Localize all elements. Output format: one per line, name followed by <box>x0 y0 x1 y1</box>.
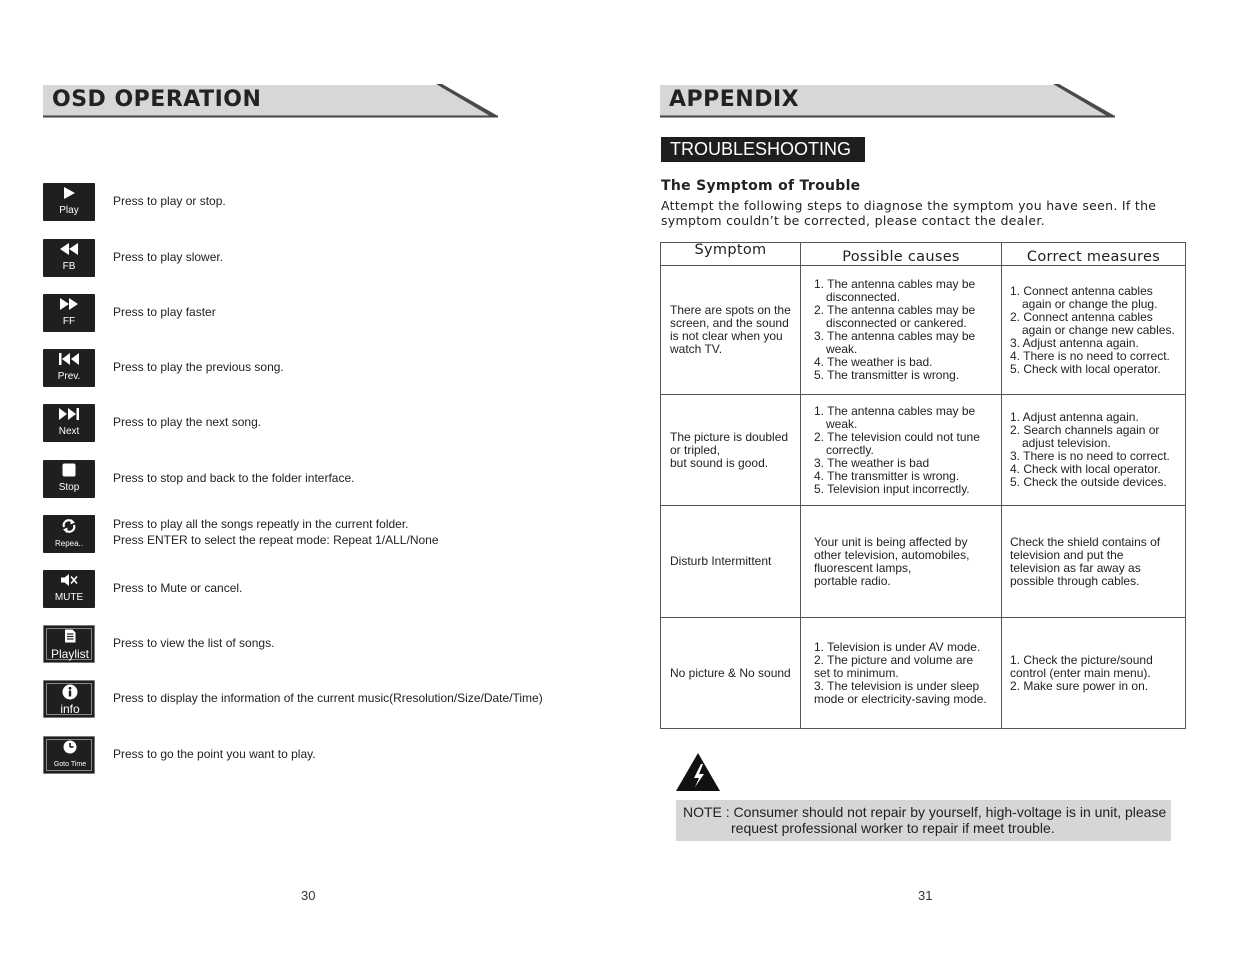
osd-description <box>113 580 242 596</box>
causes-cell <box>801 395 1002 506</box>
note-line: NOTE : Consumer should not repair by yourself, high-voltage is in unit, please <box>683 804 1167 820</box>
list-item: 2. Connect antenna cables again or change new cables. <box>1010 309 1175 337</box>
osd-row <box>43 239 603 279</box>
button-label: Play <box>59 205 79 216</box>
causes-cell <box>801 506 1002 618</box>
symptom-cell <box>661 506 801 618</box>
symptom-cell <box>661 618 801 729</box>
osd-description <box>113 690 543 706</box>
osd-row <box>43 349 603 389</box>
cell-line: screen, and the sound <box>670 316 789 330</box>
cell-line: 2. The picture and volume are <box>814 652 974 667</box>
button-label: Repea.. <box>54 539 84 548</box>
fast-forward-icon <box>43 297 95 313</box>
safety-note <box>676 800 1171 841</box>
osd-description <box>113 746 316 762</box>
description-line: Press to play slower. <box>113 250 224 264</box>
button-label: MUTE <box>54 592 84 603</box>
previous-button[interactable] <box>43 349 95 387</box>
table-row <box>661 506 1186 618</box>
osd-description <box>113 249 223 265</box>
description-line: Press to stop and back to the folder interface. <box>113 471 355 485</box>
stop-icon <box>43 463 95 479</box>
description-line: Press to play the previous song. <box>113 360 284 374</box>
table-row <box>661 618 1186 729</box>
page-title: OSD OPERATION <box>52 87 262 112</box>
info-button[interactable] <box>43 680 95 718</box>
cell-line: television as far away as <box>1010 560 1141 575</box>
osd-row <box>43 680 603 720</box>
next-button[interactable] <box>43 404 95 442</box>
cell-line: 3. The television is under sleep <box>814 678 980 693</box>
cell-line: 1. Television is under AV mode. <box>814 639 981 654</box>
description-line: Press ENTER to select the repeat mode: Repeat 1/ALL/None <box>113 533 439 547</box>
fast-backward-button[interactable] <box>43 239 95 277</box>
osd-description <box>113 414 261 430</box>
osd-description <box>113 359 284 375</box>
description-line: Press to play all the songs repeatly in the current folder. <box>113 517 409 531</box>
cell-line: watch TV. <box>670 342 723 356</box>
table-row <box>661 266 1186 395</box>
measures-cell <box>1002 618 1186 729</box>
repeat-button[interactable] <box>43 515 95 553</box>
column-header-symptom: Symptom <box>661 243 801 266</box>
cell-line: or tripled, <box>670 442 721 457</box>
section-subtitle: The Symptom of Trouble <box>661 178 861 194</box>
osd-description <box>113 193 226 209</box>
mute-button[interactable] <box>43 570 95 608</box>
button-label: Goto Time <box>53 761 87 768</box>
button-label: FF <box>62 316 76 327</box>
page-title: APPENDIX <box>669 87 800 112</box>
osd-row <box>43 570 603 610</box>
cell-line: portable radio. <box>814 573 891 588</box>
table-row <box>661 395 1186 506</box>
column-header-causes: Possible causes <box>801 243 1002 266</box>
page-number-left: 30 <box>301 888 316 903</box>
osd-description <box>113 304 216 320</box>
symptom-cell <box>661 395 801 506</box>
cell-line: 2. Make sure power in on. <box>1010 678 1149 693</box>
osd-row <box>43 515 603 555</box>
cell-line: Check the shield contains of <box>1010 534 1161 549</box>
list-item: 4. Check with local operator. <box>1010 462 1161 476</box>
cell-line: fluorescent lamps, <box>814 560 912 575</box>
description-line: Press to Mute or cancel. <box>113 581 243 595</box>
list-item: 5. Check the outside devices. <box>1010 475 1167 489</box>
list-item: 2. The television could not tune correctly. <box>814 429 980 457</box>
high-voltage-warning-icon <box>675 752 721 792</box>
troubleshooting-tag: TROUBLESHOOTING <box>661 137 865 162</box>
measures-cell <box>1002 395 1186 506</box>
intro-line: Attempt the following steps to diagnose the symptom you have seen. If the <box>661 198 1157 213</box>
symptom-cell <box>661 266 801 395</box>
troubleshooting-table <box>660 242 1186 729</box>
list-item: 4. The weather is bad. <box>814 355 933 369</box>
cell-line: No picture & No sound <box>670 665 791 680</box>
fast-forward-button[interactable] <box>43 294 95 332</box>
playlist-icon <box>44 629 96 645</box>
list-item: 3. The antenna cables may be weak. <box>814 329 976 356</box>
cell-line: other television, automobiles, <box>814 547 970 562</box>
appendix-header <box>660 84 1115 118</box>
repeat-icon <box>43 518 95 534</box>
button-label: Prev. <box>57 371 81 382</box>
column-header-measures: Correct measures <box>1002 243 1186 266</box>
intro-line: symptom couldn’t be corrected, please contact the dealer. <box>661 213 1045 228</box>
list-item: 1. Adjust antenna again. <box>1010 410 1139 424</box>
osd-row <box>43 404 603 444</box>
list-item: 5. The transmitter is wrong. <box>814 368 960 382</box>
osd-row <box>43 294 603 334</box>
list-item: 2. The antenna cables may be disconnected or cankered. <box>814 303 976 330</box>
cell-line: mode or electricity-saving mode. <box>814 691 987 706</box>
cell-line: There are spots on the <box>670 303 791 317</box>
list-item: 1. Connect antenna cables again or change the plug. <box>1010 283 1158 311</box>
measures-cell <box>1002 266 1186 395</box>
cell-line: but sound is good. <box>670 455 769 470</box>
note-line: request professional worker to repair if meet trouble. <box>731 820 1055 836</box>
list-item: 1. The antenna cables may be weak. <box>814 403 976 431</box>
goto-time-button[interactable] <box>43 736 95 774</box>
osd-operation-header <box>43 84 498 118</box>
list-item: 5. Check with local operator. <box>1010 361 1161 376</box>
button-label: FB <box>62 261 76 272</box>
list-item: 3. The weather is bad <box>814 455 930 470</box>
list-item: 3. Adjust antenna again. <box>1010 335 1139 350</box>
stop-button[interactable] <box>43 460 95 498</box>
cell-line: 1. Check the picture/sound <box>1010 652 1153 667</box>
play-icon <box>43 186 95 202</box>
button-label: Playlist <box>50 647 89 661</box>
description-line: Press to go the point you want to play. <box>113 747 316 761</box>
info-icon <box>44 684 96 700</box>
cell-line: television and put the <box>1010 547 1124 562</box>
button-label: Stop <box>58 482 80 493</box>
measures-cell <box>1002 506 1186 618</box>
cell-line: set to minimum. <box>814 665 899 680</box>
description-line: Press to view the list of songs. <box>113 636 275 650</box>
osd-description <box>113 516 439 548</box>
cell-line: control (enter main menu). <box>1010 665 1151 680</box>
mute-icon <box>43 573 95 589</box>
previous-icon <box>43 352 95 368</box>
osd-row <box>43 183 603 223</box>
list-item: 3. There is no need to correct. <box>1010 449 1170 463</box>
cell-line: is not clear when you <box>670 329 783 343</box>
button-label: Next <box>58 426 80 437</box>
fast-backward-icon <box>43 242 95 258</box>
causes-cell <box>801 618 1002 729</box>
button-label: info <box>60 702 80 716</box>
next-icon <box>43 407 95 423</box>
osd-description <box>113 635 274 651</box>
description-line: Press to play the next song. <box>113 415 262 429</box>
list-item: 2. Search channels again or adjust television. <box>1010 423 1160 450</box>
osd-row <box>43 625 603 665</box>
goto-time-icon <box>44 740 96 756</box>
osd-row <box>43 460 603 500</box>
list-item: 1. The antenna cables may be disconnected. <box>814 277 976 304</box>
description-line: Press to display the information of the current music(Rresolution/Size/Date/Time) <box>113 691 543 705</box>
cell-line: Disturb Intermittent <box>670 554 772 568</box>
intro-text <box>661 198 1161 228</box>
cell-line: possible through cables. <box>1010 573 1140 588</box>
list-item: 4. The transmitter is wrong. <box>814 468 960 483</box>
list-item: 4. There is no need to correct. <box>1010 348 1170 363</box>
cell-line: The picture is doubled <box>670 429 789 444</box>
causes-cell <box>801 266 1002 395</box>
osd-description <box>113 470 354 486</box>
osd-row <box>43 736 603 776</box>
page-number-right: 31 <box>918 888 933 903</box>
table-header-row <box>661 243 1186 266</box>
list-item: 5. Television input incorrectly. <box>814 481 970 496</box>
play-button[interactable] <box>43 183 95 221</box>
playlist-button[interactable] <box>43 625 95 663</box>
description-line: Press to play faster <box>113 305 216 319</box>
description-line: Press to play or stop. <box>113 194 226 208</box>
cell-line: Your unit is being affected by <box>814 534 968 549</box>
